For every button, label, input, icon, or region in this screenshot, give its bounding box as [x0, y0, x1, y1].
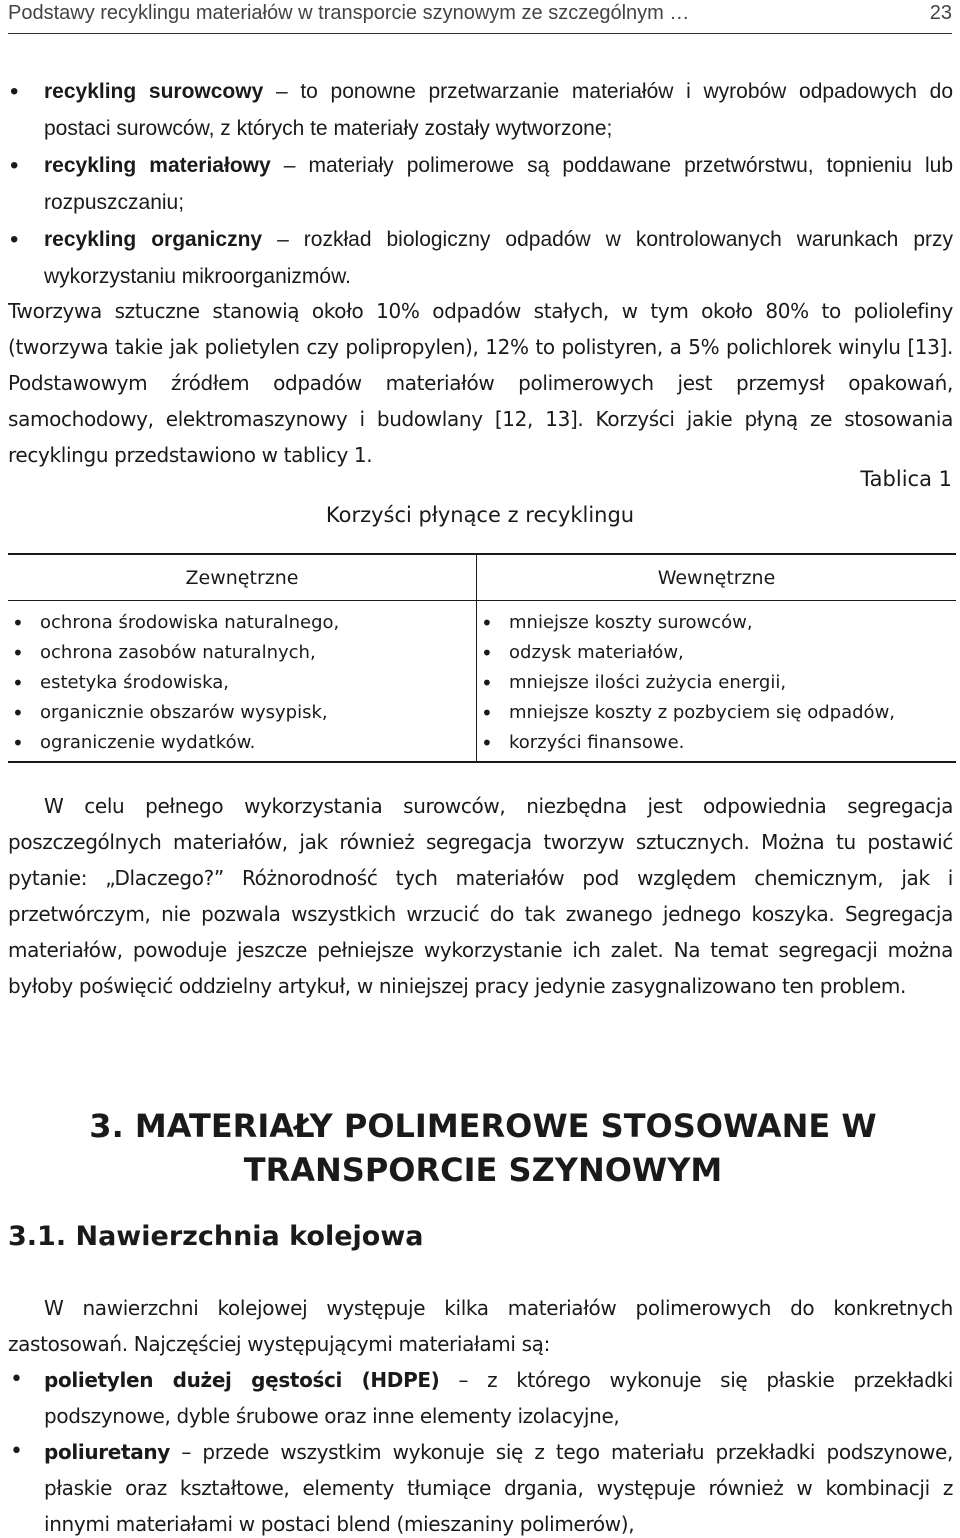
list-item: • odzysk materiałów, — [477, 638, 956, 668]
table-number: Tablica 1 — [860, 467, 952, 491]
list-item-recykling-materialowy — [8, 147, 953, 221]
column-header-external: Zewnętrzne — [8, 555, 476, 601]
list-item: • ograniczenie wydatków. — [8, 728, 476, 758]
table-title: Korzyści płynące z recyklingu — [325, 503, 635, 527]
term: recykling materiałowy — [44, 154, 271, 177]
list-item: • mniejsze ilości zużycia energii, — [477, 668, 956, 698]
materials-list — [8, 1362, 953, 1538]
recycling-types-list — [8, 73, 953, 295]
list-item-recykling-organiczny — [8, 221, 953, 295]
term: recykling organiczny — [44, 228, 263, 251]
column-header-internal: Wewnętrzne — [477, 555, 956, 601]
section-heading: 3. MATERIAŁY POLIMEROWE STOSOWANE W TRANSPORCIE SZYNOWYM — [89, 1107, 877, 1189]
list-item: • mniejsze koszty z pozbyciem się odpadów, — [477, 698, 956, 728]
definition: – materiały polimerowe są poddawane przetwórstwu, topnieniu lub rozpuszczaniu; — [44, 154, 953, 214]
paragraph-text: Tworzywa sztuczne stanowią około 10% odpadów stałych, w tym około 80% to poliolefiny (tworzywa takie jak polietylen czy polipropylen), 12% to polistyren, a 5% polichlorek winylu [13]. Podstawowym źródłem odpadów materiałów polimerowych jest przemysł opakowań, samochodowy, elektromaszynowy i budowlany [12, 13]. Korzyści jakie płyną ze stosowania recyklingu przedstawiono w tablicy 1. — [8, 299, 953, 467]
running-head — [8, 0, 952, 34]
internal-benefits-list — [477, 601, 956, 758]
list-item: • organicznie obszarów wysypisk, — [8, 698, 476, 728]
list-item: • estetyka środowiska, — [8, 668, 476, 698]
header-rule — [8, 33, 952, 34]
list-item-poliuretany — [8, 1434, 953, 1538]
external-benefits-list — [8, 601, 476, 758]
paragraph-text: W celu pełnego wykorzystania surowców, niezbędna jest odpowiednia segregacja poszczególnych materiałów, jak również segregacja tworzyw sztucznych. Można tu postawić pytanie: „Dlaczego?” Różnorodność tych materiałów pod względem chemicznym, jak i przetwórczym, nie pozwala wszystkich wrzucić do tak zwanego jednego koszyka. Segregacja materiałów, powoduje jeszcze pełniejsze wykorzystanie ich zalet. Na temat segregacji można byłoby poświęcić oddzielny artykuł, w niniejszej pracy jedynie zasygnalizowano ten problem. — [8, 794, 953, 998]
running-head-title: Podstawy recyklingu materiałów w transporcie szynowym ze szczególnym … — [8, 2, 690, 24]
paragraph-segregation — [8, 788, 953, 1004]
paragraph-plastics-share — [8, 293, 953, 473]
list-item: • ochrona środowiska naturalnego, — [8, 608, 476, 638]
paragraph-track-materials — [8, 1290, 953, 1362]
list-item: • ochrona zasobów naturalnych, — [8, 638, 476, 668]
term: poliuretany — [44, 1440, 170, 1464]
term: polietylen dużej gęstości (HDPE) — [44, 1368, 440, 1392]
definition: – z którego wykonuje się płaskie przekładki podszynowe, dyble śrubowe oraz inne elementy izolacyjne, — [44, 1368, 953, 1428]
definition: – to ponowne przetwarzanie materiałów i wyrobów odpadowych do postaci surowców, z których te materiały zostały wytworzone; — [44, 80, 953, 140]
list-item-hdpe — [8, 1362, 953, 1434]
definition: – przede wszystkim wykonuje się z tego materiału przekładki podszynowe, płaskie oraz kształtowe, elementy tłumiące drgania, występuje również w kombinacji z innymi materiałami w postaci blend (mieszaniny polimerów), — [44, 1440, 953, 1536]
paragraph-text: W nawierzchni kolejowej występuje kilka materiałów polimerowych do konkretnych zastosowań. Najczęściej występującymi materiałami są: — [8, 1296, 953, 1356]
term: recykling surowcowy — [44, 80, 264, 103]
list-item: • korzyści finansowe. — [477, 728, 956, 758]
list-item: • mniejsze koszty surowców, — [477, 608, 956, 638]
definition: – rozkład biologiczny odpadów w kontrolowanych warunkach przy wykorzystaniu mikroorganizmów. — [44, 228, 954, 288]
external-benefits-column — [8, 555, 476, 761]
subsection-heading: 3.1. Nawierzchnia kolejowa — [8, 1221, 424, 1252]
list-item-recykling-surowcowy — [8, 73, 953, 147]
internal-benefits-column — [476, 555, 956, 761]
page-number: 23 — [929, 2, 952, 24]
benefits-table — [8, 553, 956, 763]
